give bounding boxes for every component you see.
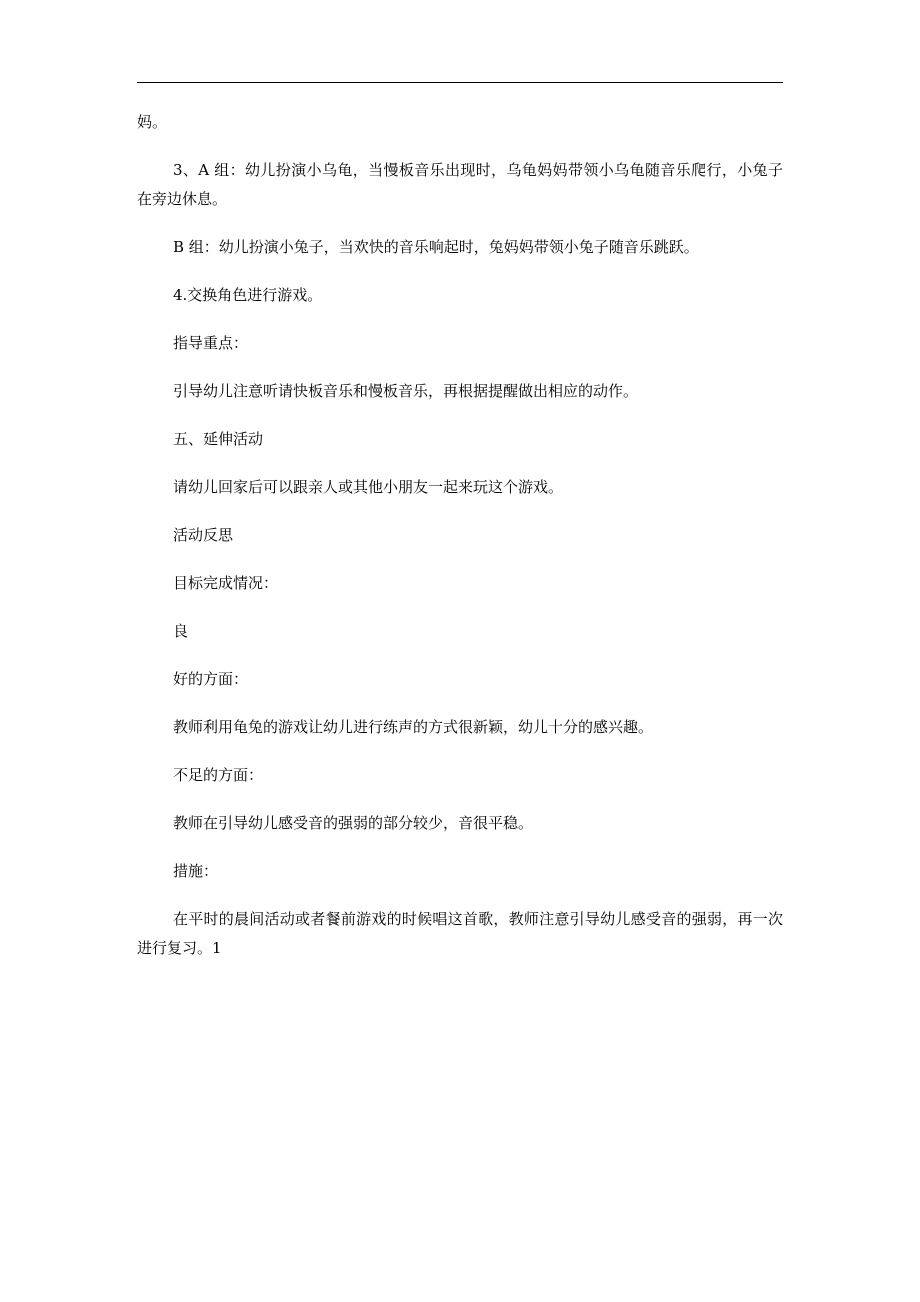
- paragraph-10: 目标完成情况：: [173, 574, 279, 592]
- paragraph-6: 引导幼儿注意听请快板音乐和慢板音乐，再根据提醒做出相应的动作。: [173, 382, 639, 400]
- paragraph-15: 教师在引导幼儿感受音的强弱的部分较少，音很平稳。: [173, 814, 534, 832]
- paragraph-2: 3、A 组：幼儿扮演小乌龟，当慢板音乐出现时，乌龟妈妈带领小乌龟随音乐爬行，小兔子在旁边休息。: [137, 161, 783, 208]
- paragraph-3: B 组：幼儿扮演小兔子，当欢快的音乐响起时，兔妈妈带领小兔子随音乐跳跃。: [173, 238, 699, 256]
- header-rule: [137, 82, 783, 83]
- paragraph-12: 好的方面：: [173, 670, 249, 688]
- paragraph-11: 良: [173, 622, 189, 640]
- paragraph-7: 五、延伸活动: [173, 430, 264, 448]
- paragraph-8: 请幼儿回家后可以跟亲人或其他小朋友一起来玩这个游戏。: [173, 478, 564, 496]
- paragraph-16: 措施：: [173, 862, 219, 880]
- paragraph-5: 指导重点：: [173, 334, 249, 352]
- paragraph-13: 教师利用龟兔的游戏让幼儿进行练声的方式很新颖，幼儿十分的感兴趣。: [173, 718, 654, 736]
- paragraph-9: 活动反思: [173, 526, 234, 544]
- document-body: [137, 108, 783, 963]
- paragraph-1: 妈。: [137, 113, 168, 131]
- paragraph-14: 不足的方面：: [173, 766, 264, 784]
- paragraph-4: 4.交换角色进行游戏。: [173, 286, 323, 304]
- paragraph-17: 在平时的晨间活动或者餐前游戏的时候唱这首歌，教师注意引导幼儿感受音的强弱，再一次进行复习。1: [137, 910, 783, 957]
